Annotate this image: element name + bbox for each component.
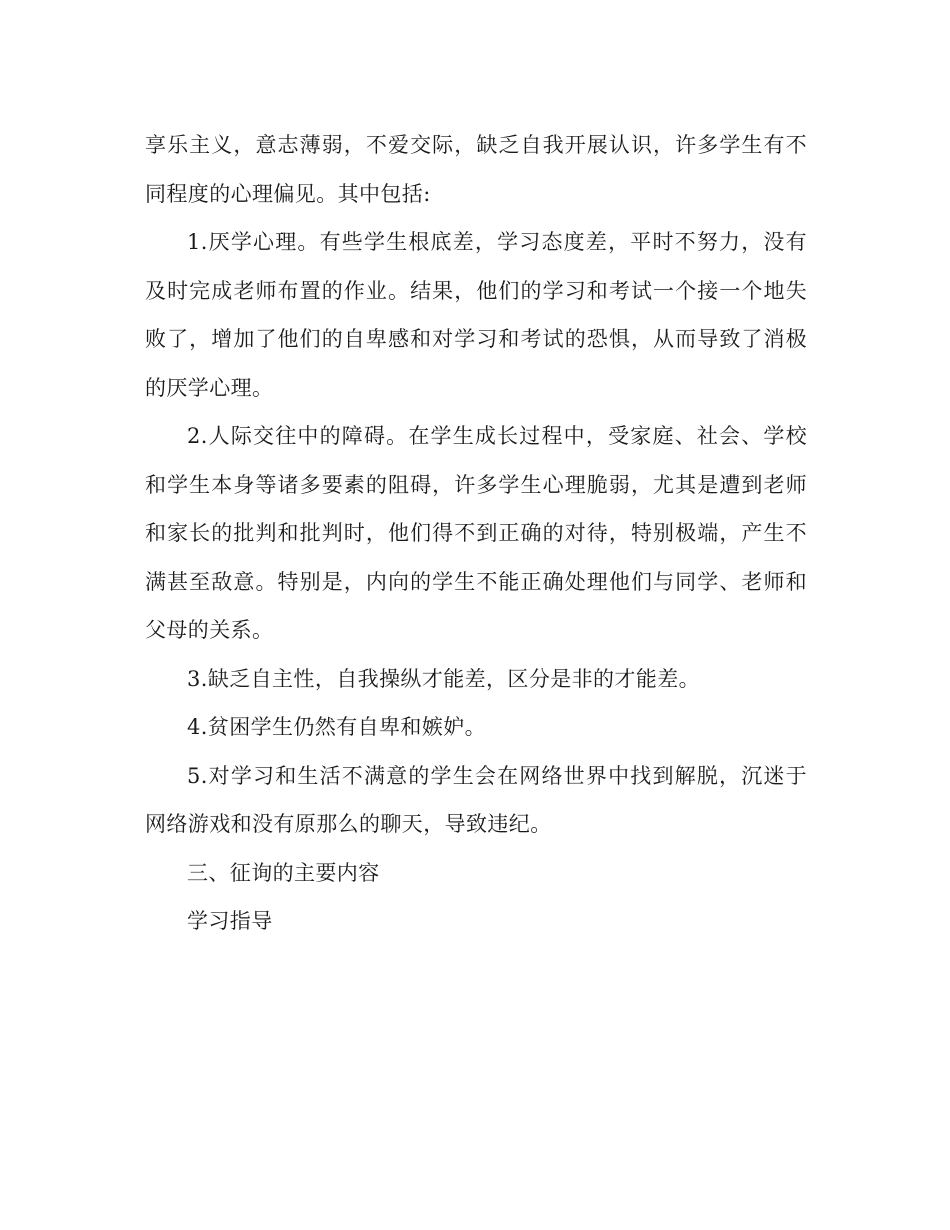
paragraph-item-4-poor-students: 4.贫困学生仍然有自卑和嫉妒。 bbox=[187, 715, 487, 739]
paragraph-item-3-lack-of-autonomy: 3.缺乏自主性，自我操纵才能差，区分是非的才能差。 bbox=[187, 666, 701, 691]
paragraph-item-5-internet-addiction: 5.对学习和生活不满意的学生会在网络世界中找到解脱，沉迷于网络游戏和没有原那么的聊天，导致违纪。 bbox=[145, 763, 807, 836]
section-heading-consultation-content: 三、征询的主要内容 bbox=[187, 860, 380, 885]
paragraph-item-1-study-aversion: 1.厌学心理。有些学生根底差，学习态度差，平时不努力，没有及时完成老师布置的作业。结果，他们的学习和考试一个接一个地失败了，增加了他们的自卑感和对学习和考试的恐惧，从而导致了消极的厌学心理。 bbox=[145, 230, 807, 400]
subheading-study-guidance: 学习指导 bbox=[187, 909, 273, 933]
document-body bbox=[145, 121, 807, 946]
paragraph-item-2-interpersonal-obstacles: 2.人际交往中的障碍。在学生成长过程中，受家庭、社会、学校和学生本身等诸多要素的阻碍，许多学生心理脆弱，尤其是遭到老师和家长的批判和批判时，他们得不到正确的对待，特别极端，产生不满甚至敌意。特别是，内向的学生不能正确处理他们与同学、老师和父母的关系。 bbox=[145, 424, 807, 642]
paragraph-intro-continuation: 享乐主义，意志薄弱，不爱交际，缺乏自我开展认识，许多学生有不同程度的心理偏见。其中包括: bbox=[145, 133, 807, 206]
